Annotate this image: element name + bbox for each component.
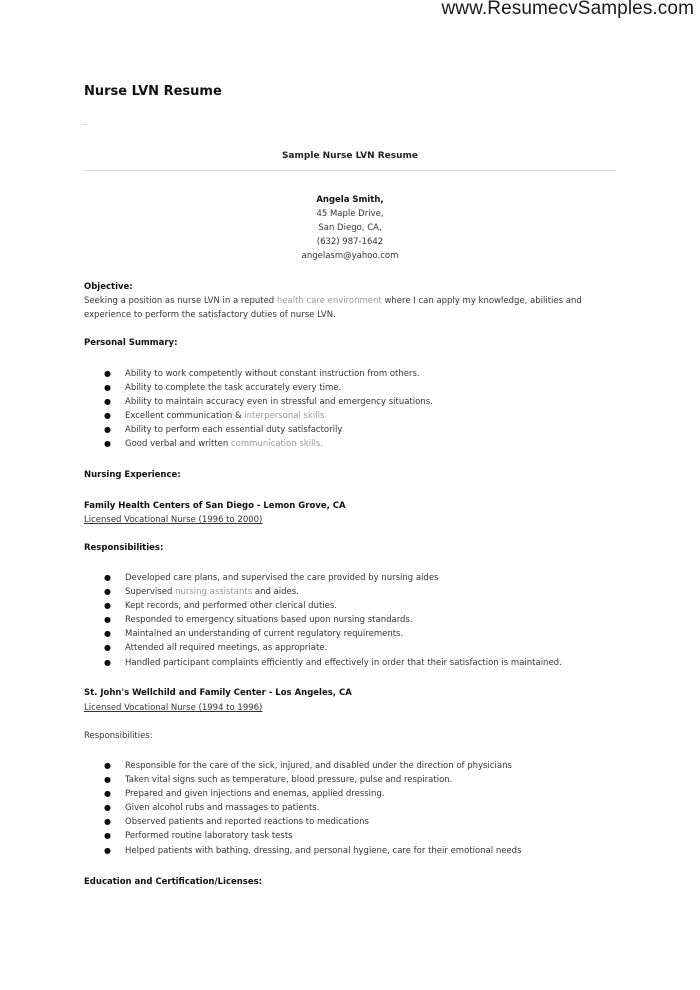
summary-heading: Personal Summary: bbox=[84, 338, 178, 348]
bullet-icon: ● bbox=[104, 439, 111, 449]
bullet-icon: ● bbox=[104, 573, 111, 582]
bullet-icon: ● bbox=[104, 411, 111, 421]
bullet-icon: ● bbox=[104, 803, 111, 813]
objective-heading: Objective: bbox=[84, 282, 133, 292]
contact-city: San Diego, CA, bbox=[318, 223, 382, 233]
bullet-icon: ● bbox=[104, 761, 111, 770]
resume-subtitle: Sample Nurse LVN Resume bbox=[281, 151, 419, 161]
objective-text: Seeking a position as nurse LVN in a reputed health care environment where I can apply my knowledge, abilities and experience to perform the satisfactory duties of nurse LVN. bbox=[84, 296, 582, 320]
job1-responsibilities-heading: Responsibilities: bbox=[84, 543, 164, 553]
contact-street: 45 Maple Drive, bbox=[316, 209, 384, 219]
bullet-icon: ● bbox=[104, 615, 111, 625]
bullet-icon: ● bbox=[104, 629, 111, 639]
contact-phone: (632) 987-1642 bbox=[316, 237, 384, 247]
bullet-icon: ● bbox=[104, 789, 111, 799]
page-title: Nurse LVN Resume bbox=[84, 84, 222, 99]
bullet-icon: ● bbox=[104, 817, 111, 827]
bullet-icon: ● bbox=[104, 643, 111, 653]
bullet-icon: ● bbox=[104, 657, 111, 667]
job1-position: Licensed Vocational Nurse (1996 to 2000) bbox=[84, 515, 263, 525]
bullet-icon: ● bbox=[104, 601, 111, 611]
bullet-icon: ● bbox=[104, 397, 111, 407]
bullet-icon: ● bbox=[104, 775, 111, 785]
bullet-icon: ● bbox=[104, 369, 111, 378]
job2-position: Licensed Vocational Nurse (1994 to 1996) bbox=[84, 703, 263, 713]
job1-employer: Family Health Centers of San Diego - Lemon Grove, CA bbox=[84, 501, 346, 511]
divider bbox=[84, 170, 616, 171]
contact-email: angelasm@yahoo.com bbox=[301, 251, 399, 261]
job2-responsibilities-heading: Responsibilities: bbox=[84, 731, 153, 741]
job2-employer: St. John's Wellchild and Family Center - Los Angeles, CA bbox=[84, 688, 352, 698]
bullet-icon: ● bbox=[104, 383, 111, 393]
bullet-icon: ● bbox=[104, 831, 111, 841]
stray-dot: . bbox=[84, 118, 87, 127]
contact-name: Angela Smith, bbox=[316, 195, 384, 205]
bullet-icon: ● bbox=[104, 425, 111, 435]
site-watermark: www.ResumecvSamples.com bbox=[441, 0, 694, 19]
experience-heading: Nursing Experience: bbox=[84, 470, 181, 480]
education-heading: Education and Certification/Licenses: bbox=[84, 877, 263, 887]
bullet-icon: ● bbox=[104, 845, 111, 855]
bullet-icon: ● bbox=[104, 587, 111, 597]
